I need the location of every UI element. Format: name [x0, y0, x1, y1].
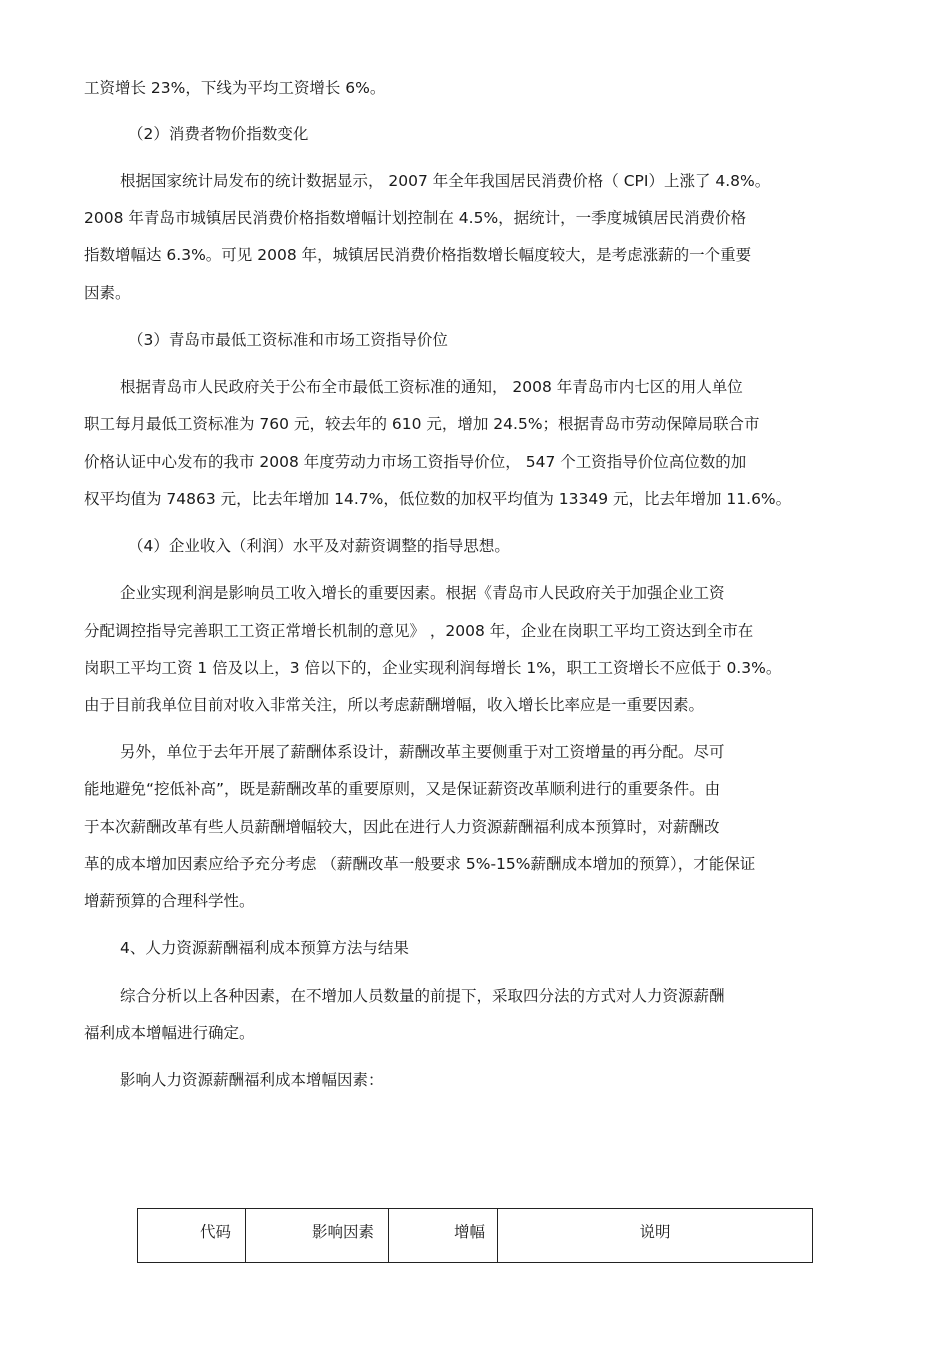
paragraph-line: 能地避免“挖低补高”，既是薪酬改革的重要原则，又是保证薪资改革顺利进行的重要条件。由 — [84, 780, 721, 798]
paragraph-line: 另外，单位于去年开展了薪酬体系设计，薪酬改革主要侧重于对工资增量的再分配。尽可 — [120, 743, 725, 761]
section-heading-profit: （4）企业收入（利润）水平及对薪资调整的指导思想。 — [128, 537, 510, 555]
factors-table — [137, 1208, 813, 1263]
paragraph-line: 福利成本增幅进行确定。 — [84, 1024, 255, 1042]
table-header-increase: 增幅 — [389, 1209, 498, 1262]
paragraph-line: 价格认证中心发布的我市 2008 年度劳动力市场工资指导价位， 547 个工资指导价位高位数的加 — [84, 453, 747, 471]
paragraph-line: 根据国家统计局发布的统计数据显示， 2007 年全年我国居民消费价格（ CPI）上涨了 4.8%。 — [120, 172, 771, 190]
paragraph-line: 岗职工平均工资 1 倍及以上，3 倍以下的，企业实现利润每增长 1%，职工工资增长不应低于 0.3%。 — [84, 659, 782, 677]
paragraph-line: 2008 年青岛市城镇居民消费价格指数增幅计划控制在 4.5%，据统计，一季度城镇居民消费价格 — [84, 209, 747, 227]
paragraph-line: 根据青岛市人民政府关于公布全市最低工资标准的通知， 2008 年青岛市内七区的用人单位 — [120, 378, 743, 396]
paragraph-line: 影响人力资源薪酬福利成本增幅因素： — [120, 1071, 384, 1089]
paragraph-line: 于本次薪酬改革有些人员薪酬增幅较大，因此在进行人力资源薪酬福利成本预算时，对薪酬改 — [84, 818, 720, 836]
paragraph-line: 综合分析以上各种因素，在不增加人员数量的前提下，采取四分法的方式对人力资源薪酬 — [120, 987, 725, 1005]
paragraph-line: 增薪预算的合理科学性。 — [84, 892, 255, 910]
paragraph-line: 权平均值为 74863 元，比去年增加 14.7%，低位数的加权平均值为 13349 元，比去年增加 11.6%。 — [84, 490, 792, 508]
paragraph-line: 企业实现利润是影响员工收入增长的重要因素。根据《青岛市人民政府关于加强企业工资 — [120, 584, 725, 602]
table-header-code: 代码 — [138, 1209, 246, 1262]
table-header-description: 说明 — [639, 1223, 671, 1241]
paragraph-line: 由于目前我单位目前对收入非常关注，所以考虑薪酬增幅，收入增长比率应是一重要因素。 — [84, 696, 705, 714]
paragraph-line: 分配调控指导完善职工工资正常增长机制的意见》 ，2008 年，企业在岗职工平均工资达到全市在 — [84, 622, 754, 640]
paragraph-line: 职工每月最低工资标准为 760 元，较去年的 610 元，增加 24.5%；根据青岛市劳动保障局联合市 — [84, 415, 760, 433]
section-heading-cpi: （2）消费者物价指数变化 — [128, 125, 309, 143]
section-heading-budget-method: 4、人力资源薪酬福利成本预算方法与结果 — [120, 939, 409, 957]
table-header-factor: 影响因素 — [246, 1209, 389, 1262]
paragraph-line: 指数增幅达 6.3%。可见 2008 年，城镇居民消费价格指数增长幅度较大，是考虑涨薪的一个重要 — [84, 246, 752, 264]
paragraph-line: 革的成本增加因素应给予充分考虑 （薪酬改革一般要求 5%-15%薪酬成本增加的预算），才能保证 — [84, 855, 756, 873]
paragraph-line: 因素。 — [84, 284, 131, 302]
section-heading-min-wage: （3）青岛市最低工资标准和市场工资指导价位 — [128, 331, 448, 349]
paragraph-line: 工资增长 23%，下线为平均工资增长 6%。 — [84, 79, 386, 97]
